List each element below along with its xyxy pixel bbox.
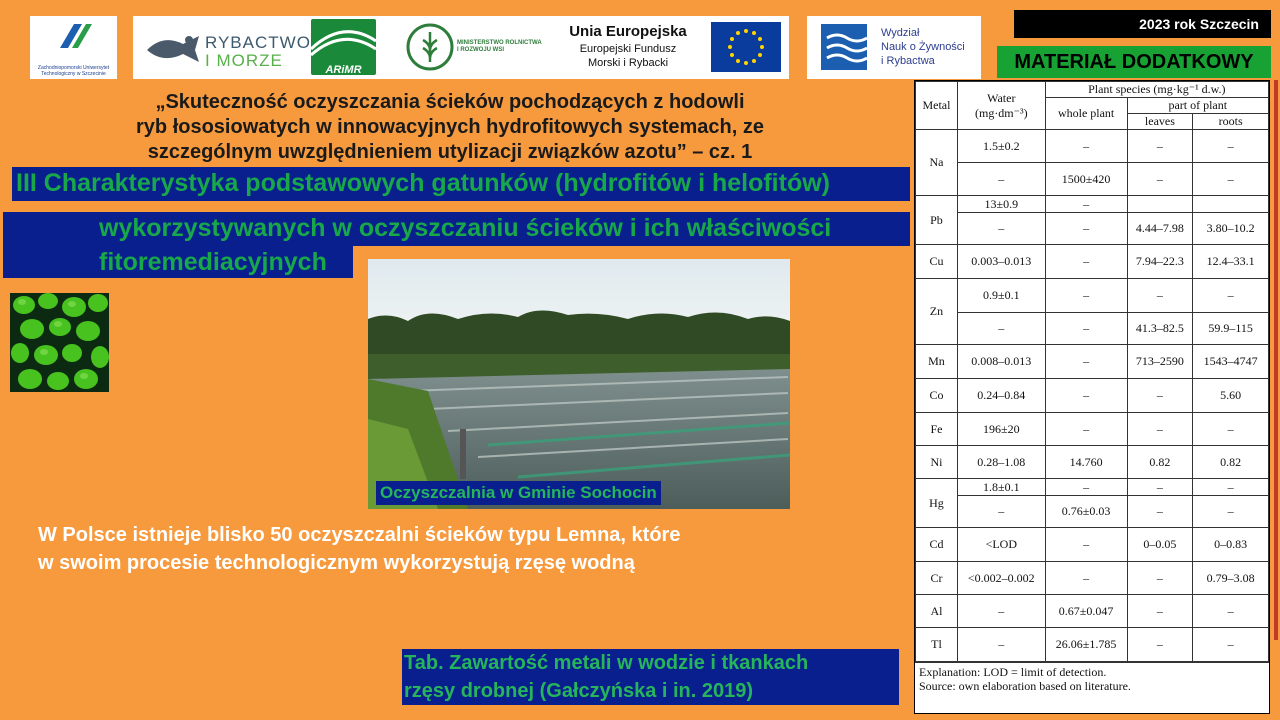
water-cell: – — [957, 496, 1045, 528]
zut-emblem-icon — [30, 16, 117, 60]
metal-cell: Cu — [916, 245, 958, 279]
roots-cell: 0.79–3.08 — [1193, 562, 1269, 595]
metal-cell: Ni — [916, 446, 958, 479]
whole-plant-cell: – — [1045, 528, 1127, 562]
table-footnote-line-2: Source: own elaboration based on literature. — [919, 679, 1131, 693]
material-badge: MATERIAŁ DODATKOWY — [997, 46, 1271, 78]
table-row — [916, 313, 1269, 345]
leaves-cell — [1127, 196, 1193, 213]
whole-plant-cell: – — [1045, 413, 1127, 446]
roots-cell: 5.60 — [1193, 379, 1269, 413]
col-header-water — [957, 82, 1045, 130]
treatment-plant-photo — [368, 259, 790, 509]
whole-plant-cell: – — [1045, 213, 1127, 245]
table-row — [916, 479, 1269, 496]
table-row — [916, 413, 1269, 446]
body-line-1: W Polsce istnieje blisko 50 oczyszczalni ścieków typu Lemna, które — [38, 524, 681, 546]
water-cell: – — [957, 213, 1045, 245]
water-cell: – — [957, 628, 1045, 662]
table-row — [916, 595, 1269, 628]
eu-flag-icon — [711, 22, 781, 72]
section-heading-line-3: fitoremediacyjnych — [3, 246, 353, 278]
table-row — [916, 496, 1269, 528]
slide-title — [10, 90, 890, 165]
water-cell: 0.008–0.013 — [957, 345, 1045, 379]
leaves-cell: – — [1127, 163, 1193, 196]
water-cell: <LOD — [957, 528, 1045, 562]
arimr-logo — [311, 19, 376, 75]
leaves-cell: 41.3–82.5 — [1127, 313, 1193, 345]
col-header-water-unit: (mg·dm⁻³) — [974, 105, 1028, 120]
rybactwo-logo-line2: I MORZE — [205, 51, 283, 70]
leaves-cell: 7.94–22.3 — [1127, 245, 1193, 279]
whole-plant-cell: – — [1045, 479, 1127, 496]
metal-cell: Tl — [916, 628, 958, 662]
whole-plant-cell: – — [1045, 379, 1127, 413]
water-cell: – — [957, 313, 1045, 345]
roots-cell: 0–0.83 — [1193, 528, 1269, 562]
whole-plant-cell: – — [1045, 345, 1127, 379]
table-row — [916, 245, 1269, 279]
table-row — [916, 379, 1269, 413]
roots-cell: – — [1193, 279, 1269, 313]
roots-cell: – — [1193, 496, 1269, 528]
whole-plant-cell: – — [1045, 130, 1127, 163]
eu-title: Unia Europejska — [569, 23, 687, 40]
zut-logo-text: Zachodniopomorski Uniwersytet Technologiczny w Szczecinie — [37, 65, 110, 77]
year-badge: 2023 rok Szczecin — [1014, 10, 1271, 38]
leaves-cell: 713–2590 — [1127, 345, 1193, 379]
whole-plant-cell: – — [1045, 313, 1127, 345]
water-cell: 1.5±0.2 — [957, 130, 1045, 163]
water-cell: 13±0.9 — [957, 196, 1045, 213]
whole-plant-cell: – — [1045, 196, 1127, 213]
ministry-emblem-icon — [405, 22, 455, 72]
leaves-cell: – — [1127, 130, 1193, 163]
water-cell: 0.24–0.84 — [957, 379, 1045, 413]
water-cell: <0.002–0.002 — [957, 562, 1045, 595]
ministry-logo-text: MINISTERSTWO ROLNICTWA I ROZWOJU WSI — [457, 40, 542, 53]
leaves-cell: 4.44–7.98 — [1127, 213, 1193, 245]
eu-fund-line2: Morski i Rybacki — [587, 57, 669, 69]
faculty-line3: i Rybactwa — [881, 55, 935, 67]
water-cell: 0.9±0.1 — [957, 279, 1045, 313]
col-header-metal: Metal — [916, 82, 958, 130]
table-row — [916, 196, 1269, 213]
metal-cell: Co — [916, 379, 958, 413]
roots-cell: – — [1193, 413, 1269, 446]
leaves-cell: – — [1127, 379, 1193, 413]
leaves-cell: – — [1127, 279, 1193, 313]
metals-table — [915, 81, 1269, 662]
roots-cell: 12.4–33.1 — [1193, 245, 1269, 279]
roots-cell: 1543–4747 — [1193, 345, 1269, 379]
faculty-logo — [807, 16, 981, 79]
faculty-waves-icon — [819, 22, 869, 72]
roots-cell — [1193, 196, 1269, 213]
table-row — [916, 130, 1269, 163]
water-cell: 1.8±0.1 — [957, 479, 1045, 496]
table-footnote — [915, 662, 1269, 695]
section-heading-line-1: III Charakterystyka podstawowych gatunków (hydrofitów i helofitów) — [12, 167, 910, 201]
table-row — [916, 528, 1269, 562]
col-header-leaves: leaves — [1127, 114, 1193, 130]
whole-plant-cell: – — [1045, 245, 1127, 279]
whole-plant-cell: – — [1045, 279, 1127, 313]
section-heading-line-2: wykorzystywanych w oczyszczaniu ścieków i ich właściwości — [3, 212, 910, 246]
whole-plant-cell: 0.76±0.03 — [1045, 496, 1127, 528]
water-cell: – — [957, 595, 1045, 628]
leaves-cell: 0.82 — [1127, 446, 1193, 479]
table-row — [916, 279, 1269, 313]
metal-cell: Cr — [916, 562, 958, 595]
metal-cell: Pb — [916, 196, 958, 245]
faculty-line2: Nauk o Żywności — [881, 41, 965, 53]
metal-cell: Mn — [916, 345, 958, 379]
title-line-2: ryb łososiowatych w innowacyjnych hydrofitowych systemach, ze — [136, 116, 764, 138]
table-caption-line-2: rzęsy drobnej (Gałczyńska i in. 2019) — [404, 680, 754, 702]
leaves-cell: – — [1127, 496, 1193, 528]
table-row — [916, 446, 1269, 479]
water-cell: 0.28–1.08 — [957, 446, 1045, 479]
water-cell: – — [957, 163, 1045, 196]
metal-cell: Cd — [916, 528, 958, 562]
title-line-1: „Skuteczność oczyszczania ścieków pochodzących z hodowli — [155, 91, 745, 113]
whole-plant-cell: – — [1045, 562, 1127, 595]
col-header-water-label: Water — [987, 90, 1016, 105]
metal-cell: Hg — [916, 479, 958, 528]
whole-plant-cell: 1500±420 — [1045, 163, 1127, 196]
whole-plant-cell: 14.760 — [1045, 446, 1127, 479]
table-row — [916, 628, 1269, 662]
whole-plant-cell: 26.06±1.785 — [1045, 628, 1127, 662]
photo-caption: Oczyszczalnia w Gminie Sochocin — [376, 481, 661, 505]
roots-cell: – — [1193, 163, 1269, 196]
whole-plant-cell: 0.67±0.047 — [1045, 595, 1127, 628]
table-row — [916, 213, 1269, 245]
col-header-part-of-plant: part of plant — [1127, 98, 1268, 114]
water-cell: 196±20 — [957, 413, 1045, 446]
roots-cell: – — [1193, 130, 1269, 163]
eu-fund-line1: Europejski Fundusz — [579, 43, 677, 55]
metal-cell: Zn — [916, 279, 958, 345]
roots-cell: 59.9–115 — [1193, 313, 1269, 345]
roots-cell: 3.80–10.2 — [1193, 213, 1269, 245]
leaves-cell: – — [1127, 562, 1193, 595]
duckweed-photo — [10, 293, 109, 392]
roots-cell: – — [1193, 479, 1269, 496]
title-line-3: szczególnym uwzględnieniem utylizacji związków azotu” – cz. 1 — [147, 141, 753, 163]
arimr-fields-icon — [311, 19, 376, 59]
metal-cell: Al — [916, 595, 958, 628]
metals-table-panel — [914, 80, 1270, 714]
metal-cell: Na — [916, 130, 958, 196]
table-row — [916, 345, 1269, 379]
leaves-cell: – — [1127, 413, 1193, 446]
leaves-cell: 0–0.05 — [1127, 528, 1193, 562]
table-footnote-line-1: Explanation: LOD = limit of detection. — [919, 665, 1107, 679]
body-line-2: w swoim procesie technologicznym wykorzystują rzęsę wodną — [38, 552, 635, 574]
partner-logos — [133, 16, 789, 79]
roots-cell: 0.82 — [1193, 446, 1269, 479]
roots-cell: – — [1193, 595, 1269, 628]
metal-cell: Fe — [916, 413, 958, 446]
col-header-roots: roots — [1193, 114, 1269, 130]
table-caption — [402, 649, 899, 705]
col-header-whole-plant: whole plant — [1045, 98, 1127, 130]
table-row — [916, 163, 1269, 196]
fish-icon — [143, 30, 203, 66]
zut-logo — [30, 16, 117, 79]
roots-cell: – — [1193, 628, 1269, 662]
rybactwo-logo-line1: RYBACTWO — [205, 33, 311, 52]
decorative-red-line — [1274, 80, 1278, 640]
table-row — [916, 562, 1269, 595]
leaves-cell: – — [1127, 628, 1193, 662]
body-text — [38, 521, 838, 577]
leaves-cell: – — [1127, 595, 1193, 628]
faculty-line1: Wydział — [881, 27, 920, 39]
arimr-logo-text: ARiMR — [325, 64, 362, 76]
table-caption-line-1: Tab. Zawartość metali w wodzie i tkankach — [404, 652, 809, 674]
water-cell: 0.003–0.013 — [957, 245, 1045, 279]
leaves-cell: – — [1127, 479, 1193, 496]
col-header-plant-species: Plant species (mg·kg⁻¹ d.w.) — [1045, 82, 1268, 98]
